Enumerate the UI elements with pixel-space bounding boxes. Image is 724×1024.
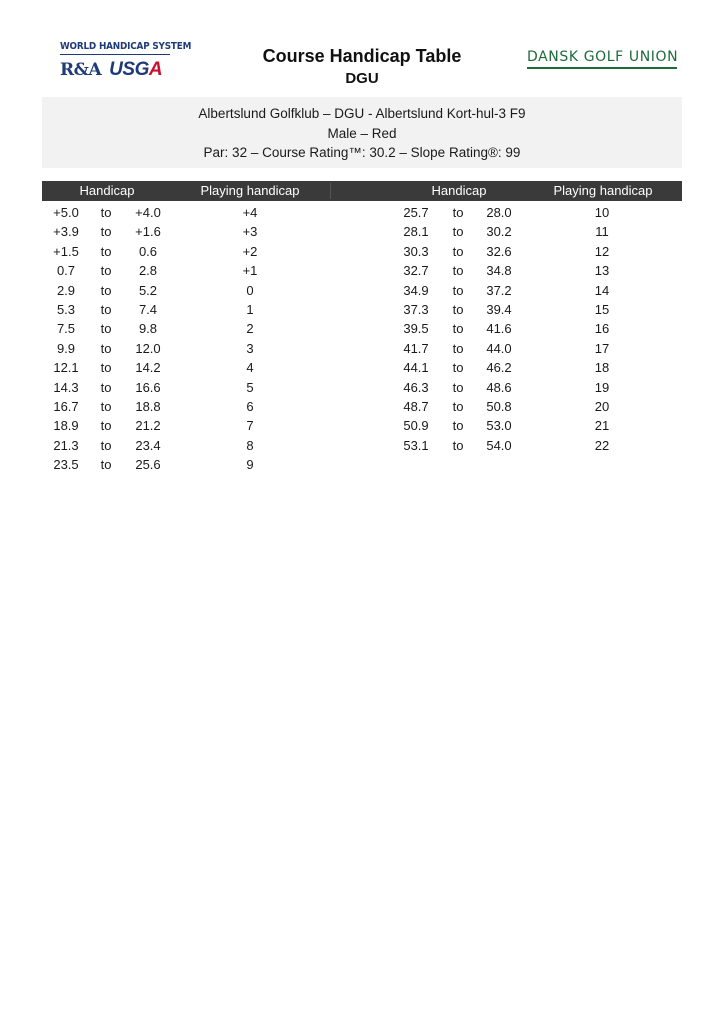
handicap-to: +4.0 [135,205,161,220]
header-handicap-right: Handicap [431,183,487,198]
range-connector: to [100,418,112,434]
handicap-to: 34.8 [486,263,512,279]
playing-handicap: 0 [246,282,254,298]
handicap-to: 16.6 [135,379,161,395]
course-name: Albertslund Golfklub – DGU - Albertslund Kort-hul-3 F9 [198,106,526,121]
playing-handicap: 19 [594,379,610,395]
whs-logo [60,41,192,81]
handicap-from: 44.1 [403,360,429,376]
header-handicap-left: Handicap [79,183,135,198]
range-connector: to [452,437,464,453]
course-ratings: Par: 32 – Course Rating™: 30.2 – Slope Rating®: 99 [203,145,521,160]
playing-handicap: +3 [242,224,258,240]
playing-handicap: 21 [594,418,610,434]
playing-handicap: 1 [246,302,254,317]
playing-handicap: 12 [594,243,610,259]
range-connector: to [452,302,464,317]
range-connector: to [452,224,464,240]
playing-handicap: +4 [242,205,258,220]
handicap-from: 30.3 [403,243,429,259]
handicap-to: 46.2 [486,360,512,376]
range-connector: to [452,205,464,220]
dgu-logo-rule [527,67,677,69]
handicap-to: 50.8 [486,399,512,414]
handicap-from: 16.7 [53,399,79,414]
handicap-from: 50.9 [403,418,429,434]
handicap-from: 32.7 [403,263,429,279]
handicap-from: +5.0 [53,205,79,220]
range-connector: to [100,205,112,220]
handicap-to: 54.0 [486,437,512,453]
handicap-to: 25.6 [135,457,161,473]
handicap-from: 21.3 [53,437,79,453]
range-connector: to [100,360,112,376]
range-connector: to [452,282,464,298]
playing-handicap: 5 [246,379,254,395]
playing-handicap: 17 [594,340,610,356]
whs-logo-rule [60,54,170,55]
playing-handicap: 8 [246,437,254,453]
range-connector: to [452,263,464,279]
handicap-from: 2.9 [56,282,76,298]
range-connector: to [452,418,464,434]
handicap-from: 48.7 [403,399,429,414]
playing-handicap: 11 [595,224,609,240]
range-connector: to [100,243,112,259]
handicap-to: 37.2 [486,282,512,298]
playing-handicap: +1 [242,263,258,279]
handicap-to: 28.0 [486,205,512,220]
handicap-from: 12.1 [53,360,79,376]
playing-handicap: 18 [594,360,610,376]
range-connector: to [100,282,112,298]
handicap-to: 32.6 [486,243,512,259]
range-connector: to [100,457,112,473]
range-connector: to [452,379,464,395]
playing-handicap: +2 [242,243,258,259]
handicap-from: 9.9 [56,340,76,356]
range-connector: to [100,379,112,395]
handicap-from: 23.5 [53,457,79,473]
page-subtitle: DGU [345,70,379,87]
handicap-to: 39.4 [486,302,512,317]
range-connector: to [100,302,112,317]
handicap-from: 7.5 [56,321,76,337]
handicap-to: 18.8 [135,399,161,414]
handicap-from: 37.3 [403,302,429,317]
playing-handicap: 7 [246,418,254,434]
playing-handicap: 15 [594,302,610,317]
range-connector: to [452,340,464,356]
handicap-to: 7.4 [138,302,158,317]
handicap-from: 39.5 [403,321,429,337]
dgu-logo: DANSK GOLF UNION [527,49,679,65]
range-connector: to [100,321,112,337]
playing-handicap: 3 [246,340,254,356]
range-connector: to [452,399,464,414]
whs-logo-text: WORLD HANDICAP SYSTEM [60,41,192,52]
gender-tee: Male – Red [327,125,397,141]
usga-logo: USGA [109,59,163,80]
playing-handicap: 20 [594,399,610,414]
playing-handicap: 16 [594,321,610,337]
handicap-to: 2.8 [138,263,158,279]
range-connector: to [100,224,112,240]
header-playing-right: Playing handicap [553,183,653,198]
table-header [42,181,682,201]
handicap-from: 25.7 [403,205,429,220]
handicap-to: 0.6 [138,243,158,259]
playing-handicap: 6 [246,399,254,414]
handicap-to: 53.0 [486,418,512,434]
handicap-from: 28.1 [403,224,429,240]
range-connector: to [452,243,464,259]
playing-handicap: 2 [246,321,254,337]
handicap-to: 41.6 [486,321,512,337]
handicap-from: 14.3 [53,379,79,395]
handicap-to: 21.2 [135,418,161,434]
handicap-to: 12.0 [135,340,161,356]
header-divider [330,183,331,199]
handicap-to: 30.2 [486,224,512,240]
playing-handicap: 9 [246,457,254,473]
range-connector: to [100,263,112,279]
handicap-to: 44.0 [486,340,512,356]
playing-handicap: 10 [594,205,610,220]
handicap-from: 34.9 [403,282,429,298]
handicap-to: 14.2 [135,360,161,376]
handicap-from: 0.7 [56,263,76,279]
range-connector: to [452,321,464,337]
course-info-box [42,97,682,168]
handicap-to: 5.2 [138,282,158,298]
handicap-from: 53.1 [403,437,429,453]
playing-handicap: 13 [594,263,610,279]
playing-handicap: 22 [594,437,610,453]
ra-logo: R&A [60,60,102,80]
handicap-from: +3.9 [53,224,79,240]
handicap-from: 18.9 [53,418,79,434]
page-header [200,44,524,90]
handicap-from: 5.3 [56,302,76,317]
handicap-from: 41.7 [403,340,429,356]
range-connector: to [100,340,112,356]
range-connector: to [100,399,112,414]
handicap-to: 23.4 [135,437,161,453]
playing-handicap: 14 [594,282,610,298]
playing-handicap: 4 [246,360,254,376]
range-connector: to [452,360,464,376]
handicap-to: 48.6 [486,379,512,395]
page-title: Course Handicap Table [262,46,462,66]
handicap-to: +1.6 [135,224,161,240]
header-playing-left: Playing handicap [200,183,300,198]
range-connector: to [100,437,112,453]
handicap-from: 46.3 [403,379,429,395]
handicap-from: +1.5 [53,243,79,259]
handicap-to: 9.8 [138,321,158,337]
